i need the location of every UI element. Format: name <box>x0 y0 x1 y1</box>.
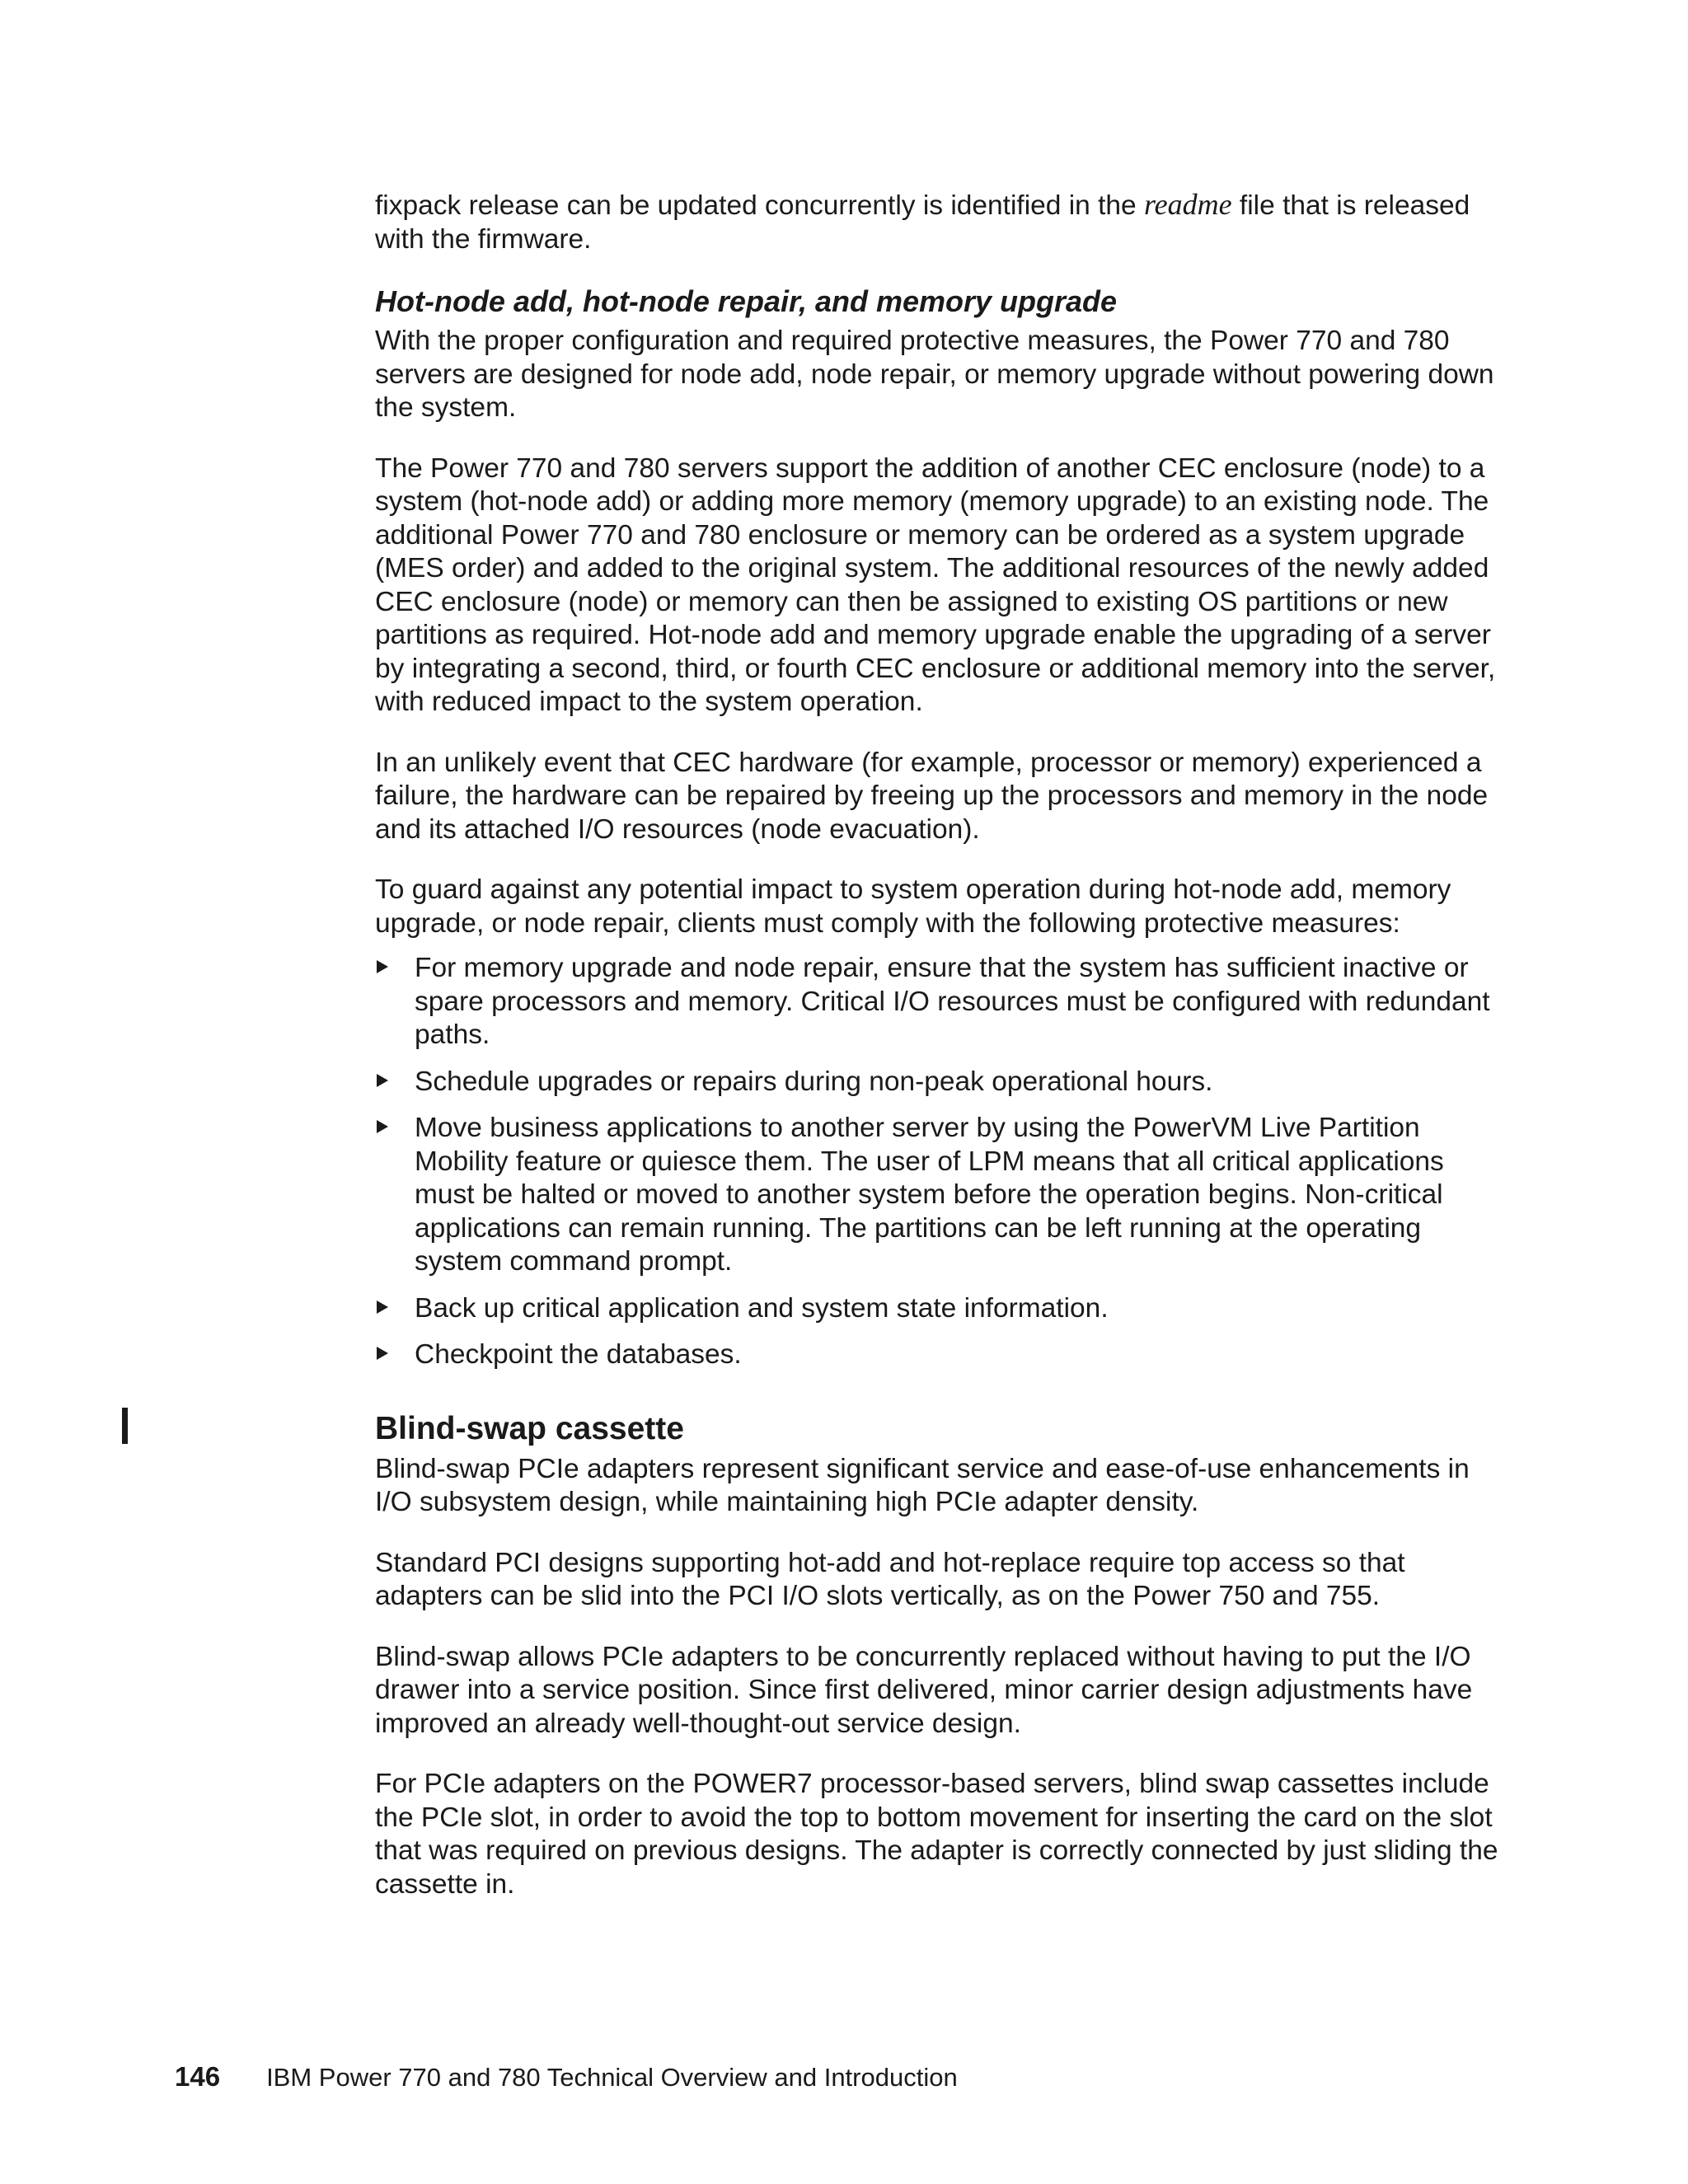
hot-node-heading: Hot-node add, hot-node repair, and memory upgrade <box>375 284 1118 318</box>
hot-node-paragraph-4: To guard against any potential impact to system operation during hot-node add, memory upgrade, or node repair, clients must comply with the following protective measures: <box>375 874 1451 939</box>
list-item <box>375 1292 1504 1326</box>
list-item-text: Checkpoint the databases. <box>415 1339 742 1370</box>
list-item-text: Move business applications to another server by using the PowerVM Live Partition Mobility feature or quiesce them. The user of LPM means that all critical applications must be halted or moved to another system before the operation begins. Non-critical applications can remain running. The partitions can be left running at the operating system command prompt. <box>415 1113 1444 1277</box>
triangle-bullet-icon <box>377 1074 388 1087</box>
hot-node-paragraph-3: In an unlikely event that CEC hardware (for example, processor or memory) experienced a failure, the hardware can be repaired by freeing up the processors and memory in the node and its attached I/O resources (node evacuation). <box>375 747 1489 845</box>
revision-change-bar <box>122 1408 128 1444</box>
blind-swap-paragraph-1: Blind-swap PCIe adapters represent significant service and ease-of-use enhancements in I/O subsystem design, while maintaining high PCIe adapter density. <box>375 1453 1470 1517</box>
page-number: 146 <box>175 2061 221 2092</box>
intro-paragraph <box>375 188 1504 256</box>
page-body <box>375 188 1504 1901</box>
list-item <box>375 952 1504 1052</box>
hot-node-paragraph-2: The Power 770 and 780 servers support the addition of another CEC enclosure (node) to a system (hot-node add) or adding more memory (memory upgrade) to an existing node. The additional Power 770 and 780 enclosure or memory can be ordered as a system upgrade (MES order) and added to the original system. The additional resources of the newly added CEC enclosure (node) or memory can then be assigned to existing OS partitions or new partitions as required. Hot-node add and memory upgrade enable the upgrading of a server by integrating a second, third, or fourth CEC enclosure or additional memory into the server, with reduced impact to the system operation. <box>375 452 1496 717</box>
list-item <box>375 1066 1504 1099</box>
triangle-bullet-icon <box>377 1347 388 1360</box>
list-item <box>375 1112 1504 1279</box>
blind-swap-paragraph-3: Blind-swap allows PCIe adapters to be concurrently replaced without having to put the I/O drawer into a service position. Since first delivered, minor carrier design adjustments have improved an already well-thought-out service design. <box>375 1641 1473 1739</box>
hot-node-paragraph-1: With the proper configuration and required protective measures, the Power 770 and 780 servers are designed for node add, node repair, or memory upgrade without powering down the system. <box>375 326 1494 423</box>
list-item-text: Schedule upgrades or repairs during non-peak operational hours. <box>415 1066 1213 1097</box>
blind-swap-paragraph-2: Standard PCI designs supporting hot-add and hot-replace require top access so that adapters can be slid into the PCI I/O slots vertically, as on the Power 750 and 755. <box>375 1547 1405 1611</box>
page-footer <box>175 2060 958 2094</box>
list-item-text: For memory upgrade and node repair, ensure that the system has sufficient inactive or spare processors and memory. Critical I/O resources must be configured with redundant paths. <box>415 953 1490 1050</box>
list-item-text: Back up critical application and system state information. <box>415 1292 1109 1324</box>
protective-measures-list <box>375 952 1504 1372</box>
triangle-bullet-icon <box>377 1301 388 1314</box>
triangle-bullet-icon <box>377 1120 388 1133</box>
intro-text-after: file that is released with the firmware. <box>375 190 1470 255</box>
book-title: IBM Power 770 and 780 Technical Overview and Introduction <box>266 2063 958 2092</box>
blind-swap-heading: Blind-swap cassette <box>375 1410 684 1446</box>
readme-term: readme <box>1143 188 1232 221</box>
blind-swap-paragraph-4: For PCIe adapters on the POWER7 processor-based servers, blind swap cassettes include the PCIe slot, in order to avoid the top to bottom movement for inserting the card on the slot that was required on previous designs. The adapter is correctly connected by just sliding the cassette in. <box>375 1769 1498 1900</box>
intro-text-before: fixpack release can be updated concurrently is identified in the <box>375 190 1144 221</box>
triangle-bullet-icon <box>377 960 388 973</box>
list-item <box>375 1338 1504 1372</box>
